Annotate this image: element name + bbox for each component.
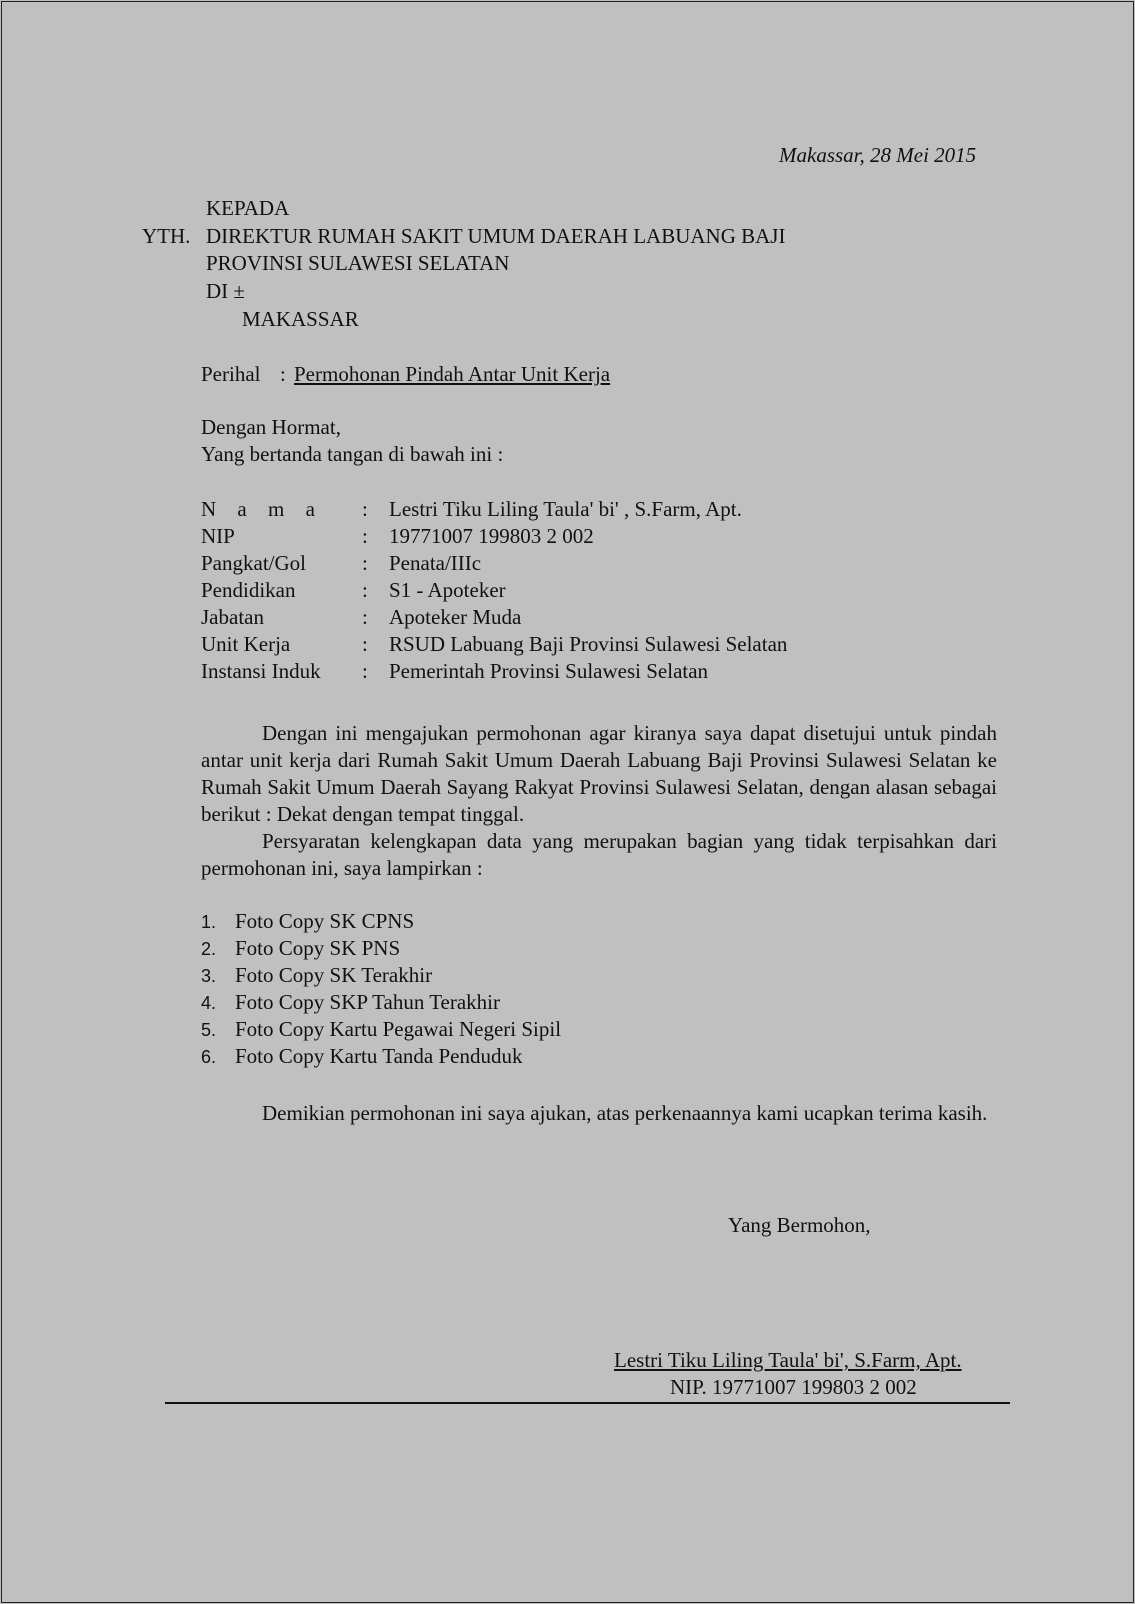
list-item-number: 3. [201,966,217,986]
field-value-nip: 19771007 199803 2 002 [389,524,594,548]
list-item [201,1043,561,1070]
list-item [201,962,561,989]
list-item-text: Foto Copy SKP Tahun Terakhir [235,990,501,1014]
list-item-number: 1. [201,912,217,932]
recipient-line1: DIREKTUR RUMAH SAKIT UMUM DAERAH LABUANG BAJI [206,224,786,248]
signatory-name: Lestri Tiku Liling Taula' bi', S.Farm, Apt. [614,1348,962,1372]
field-separator: : [362,551,368,575]
field-label-nama: N a m a [201,497,323,521]
letter-page [1,1,1134,1603]
recipient-di: DI ± [206,279,245,303]
list-item-number: 5. [201,1020,217,1040]
list-item [201,908,561,935]
list-item [201,935,561,962]
bottom-divider [165,1402,1010,1404]
field-separator: : [362,578,368,602]
salutation: Dengan Hormat, [201,415,341,439]
recipient-line2: PROVINSI SULAWESI SELATAN [206,251,510,275]
intro-line: Yang bertanda tangan di bawah ini : [201,442,504,466]
field-value-pendidikan: S1 - Apoteker [389,578,506,602]
field-separator: : [362,632,368,656]
field-separator: : [362,659,368,683]
field-label-instansi-induk: Instansi Induk [201,659,321,683]
field-value-nama: Lestri Tiku Liling Taula' bi' , S.Farm, Apt. [389,497,742,521]
field-label-jabatan: Jabatan [201,605,264,629]
list-item-text: Foto Copy SK CPNS [235,909,415,933]
closing-phrase: Yang Bermohon, [728,1213,871,1237]
recipient-city: MAKASSAR [242,307,359,331]
perihal-separator: : [280,362,286,386]
field-separator: : [362,524,368,548]
field-value-pangkat: Penata/IIIc [389,551,482,575]
list-item [201,1016,561,1043]
place-date: Makassar, 28 Mei 2015 [779,143,977,167]
list-item-text: Foto Copy SK PNS [235,936,401,960]
body-paragraph-request: Dengan ini mengajukan permohonan agar kiranya saya dapat disetujui untuk pindah antar unit kerja dari Rumah Sakit Umum Daerah Labuang Baji Provinsi Sulawesi Selatan ke Rumah Sakit Umum Daerah Sayang Rakyat Provinsi Sulawesi Selatan, dengan alasan sebagai berikut : Dekat dengan tempat tinggal. [201,721,997,826]
field-label-nip: NIP [201,524,235,548]
list-item-number: 2. [201,939,217,959]
field-label-pendidikan: Pendidikan [201,578,296,602]
list-item [201,989,561,1016]
list-item-text: Foto Copy Kartu Tanda Penduduk [235,1044,523,1068]
body-paragraph-requirements: Persyaratan kelengkapan data yang merupakan bagian yang tidak terpisahkan dari permohonan ini, saya lampirkan : [201,829,997,880]
field-value-jabatan: Apoteker Muda [389,605,522,629]
field-separator: : [362,605,368,629]
list-item-text: Foto Copy Kartu Pegawai Negeri Sipil [235,1017,562,1041]
field-value-instansi-induk: Pemerintah Provinsi Sulawesi Selatan [389,659,709,683]
signatory-nip: NIP. 19771007 199803 2 002 [670,1375,917,1399]
recipient-kepada: KEPADA [206,196,290,220]
list-item-text: Foto Copy SK Terakhir [235,963,433,987]
field-label-unit-kerja: Unit Kerja [201,632,291,656]
field-label-pangkat: Pangkat/Gol [201,551,306,575]
perihal-value: Permohonan Pindah Antar Unit Kerja [294,362,611,386]
list-item-number: 4. [201,993,217,1013]
recipient-yth: YTH. [142,224,191,248]
list-item-number: 6. [201,1047,217,1067]
field-separator: : [362,497,368,521]
attachment-list [201,908,561,1070]
field-value-unit-kerja: RSUD Labuang Baji Provinsi Sulawesi Selatan [389,632,788,656]
body-paragraph-closing: Demikian permohonan ini saya ajukan, atas perkenaannya kami ucapkan terima kasih. [262,1101,988,1125]
perihal-label: Perihal [201,362,261,386]
